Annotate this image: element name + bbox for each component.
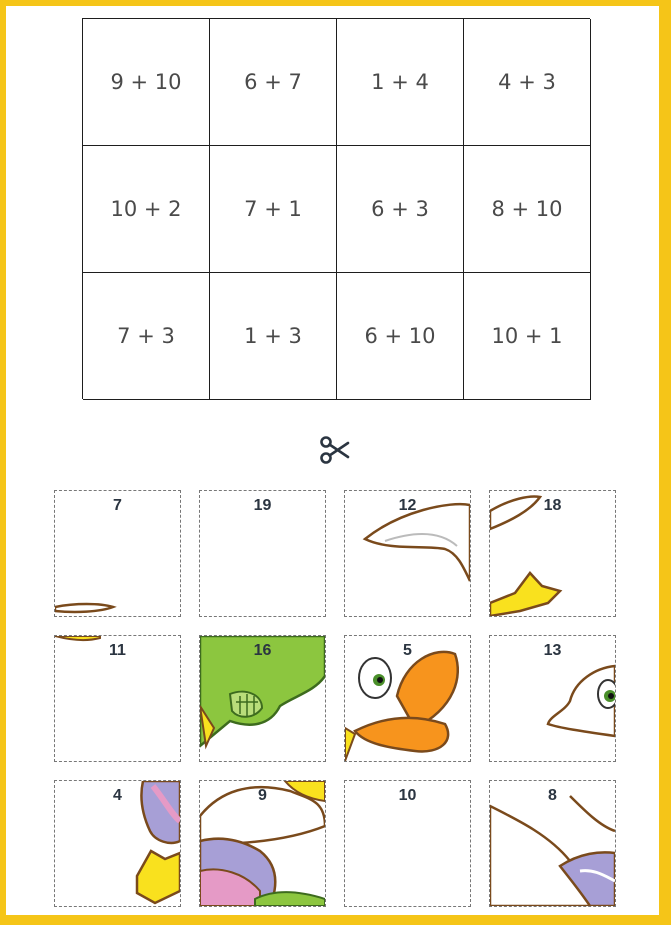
piece-number: 5	[403, 642, 412, 659]
piece-number: 10	[398, 787, 417, 804]
piece-number: 16	[253, 642, 272, 659]
problem-cell: 1 + 4	[337, 19, 464, 146]
piece-number: 13	[543, 642, 562, 659]
piece-number: 19	[253, 497, 272, 514]
puzzle-piece[interactable]	[489, 635, 616, 762]
piece-number: 4	[113, 787, 122, 804]
problem-cell: 7 + 3	[83, 273, 210, 400]
puzzle-piece[interactable]	[54, 780, 181, 907]
puzzle-piece[interactable]	[54, 490, 181, 617]
puzzle-pieces	[54, 490, 617, 908]
problem-cell: 1 + 3	[210, 273, 337, 400]
problem-cell: 10 + 1	[464, 273, 591, 400]
puzzle-piece[interactable]	[199, 780, 326, 907]
puzzle-piece[interactable]	[344, 780, 471, 907]
problem-cell: 6 + 10	[337, 273, 464, 400]
problem-cell: 7 + 1	[210, 146, 337, 273]
scissors-icon	[319, 434, 351, 466]
piece-number: 11	[109, 642, 126, 659]
problem-cell: 10 + 2	[83, 146, 210, 273]
problem-cell: 8 + 10	[464, 146, 591, 273]
puzzle-piece[interactable]	[199, 490, 326, 617]
piece-number: 7	[113, 497, 122, 514]
piece-number: 9	[258, 787, 267, 804]
piece-number: 18	[543, 497, 562, 514]
puzzle-piece[interactable]	[344, 490, 471, 617]
problem-cell: 4 + 3	[464, 19, 591, 146]
puzzle-piece[interactable]	[199, 635, 326, 762]
addition-problem-grid	[82, 18, 590, 399]
problem-cell: 9 + 10	[83, 19, 210, 146]
piece-number: 12	[398, 497, 417, 514]
problem-cell: 6 + 3	[337, 146, 464, 273]
puzzle-piece[interactable]	[489, 490, 616, 617]
piece-number: 8	[548, 787, 557, 804]
worksheet-page	[6, 6, 659, 915]
puzzle-piece[interactable]	[489, 780, 616, 907]
problem-cell: 6 + 7	[210, 19, 337, 146]
puzzle-piece[interactable]	[344, 635, 471, 762]
puzzle-piece[interactable]	[54, 635, 181, 762]
